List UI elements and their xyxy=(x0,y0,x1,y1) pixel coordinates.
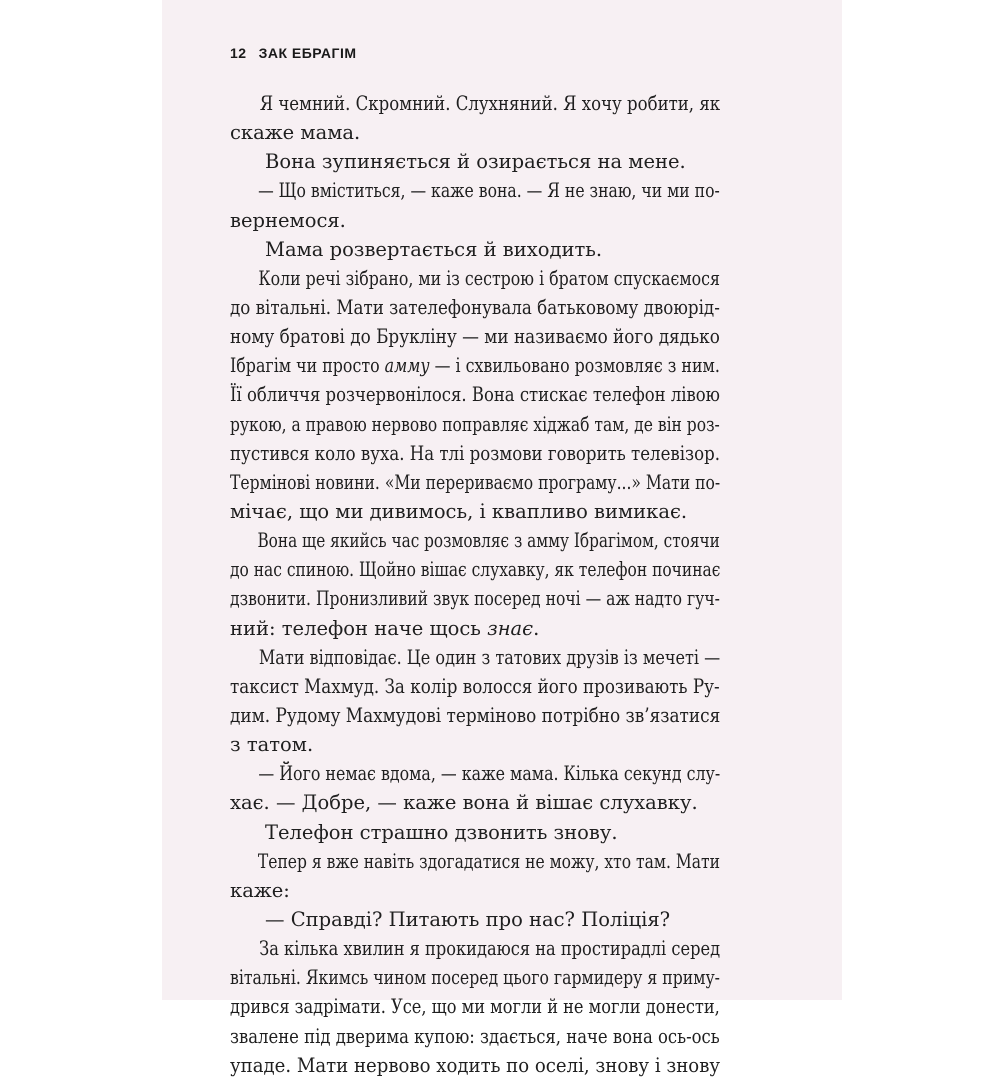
text-line: упаде. Мати нервово ходить по оселі, знову і знову xyxy=(230,1053,721,1077)
text-line: Мама розвертається й виходить. xyxy=(265,237,603,261)
text-line: Вона ще якийсь час розмовляє з амму Ібрагімом, стоячи xyxy=(257,529,720,553)
text-line: Коли речі зібрано, ми із сестрою і братом спускаємося xyxy=(258,266,720,290)
text-line: ному братові до Брукліну — ми називаємо його дядько xyxy=(230,325,720,349)
italic-word: амму xyxy=(384,354,430,378)
text-line: вернемося. xyxy=(230,208,346,232)
text-line: Мати відповідає. Це один з татових друзів із мечеті — xyxy=(258,645,721,669)
text-line: скаже мама. xyxy=(230,121,361,145)
text-line: — Що вміститься, — каже вона. — Я не знаю, чи ми по- xyxy=(258,179,720,203)
text-line: дзвонити. Пронизливий звук посеред ночі — аж надто гуч- xyxy=(230,587,720,611)
text-line: — Його немає вдома, — каже мама. Кілька секунд слу- xyxy=(258,762,721,786)
page-number: 12 xyxy=(230,45,247,61)
text-line: звалене під дверима купою: здається, наче вона ось-ось xyxy=(230,1024,720,1048)
text-line: Я чемний. Скромний. Слухняний. Я хочу робити, як xyxy=(259,92,721,115)
text-line: пустився коло вуха. На тлі розмови говорить телевізор. xyxy=(230,441,720,465)
text-line: ний: телефон наче щось знає. xyxy=(230,616,540,640)
text-line: дим. Рудому Махмудові терміново потрібно зв’язатися xyxy=(230,703,721,727)
book-page xyxy=(162,0,842,1077)
text-line: до нас спиною. Щойно вішає слухавку, як телефон починає xyxy=(230,558,721,582)
text-line: хає. — Добре, — каже вона й вішає слухавку. xyxy=(230,791,698,815)
text-line: Термінові новини. «Ми перериваємо програму...» Мати по- xyxy=(230,470,721,494)
text-line: до вітальні. Мати зателефонувала батьковому двоюрід- xyxy=(230,295,720,319)
text-line: Ібрагім чи просто амму — і схвильовано розмовляє з ним. xyxy=(230,354,720,378)
text-line: рукою, а правою нервово поправляє хіджаб там, де він роз- xyxy=(230,412,720,436)
text-line: дрився задрімати. Усе, що ми могли й не могли донести, xyxy=(230,995,720,1019)
text-line: вітальні. Якимсь чином посеред цього гармидеру я приму- xyxy=(230,966,720,990)
text-line: — Справді? Питають про нас? Поліція? xyxy=(265,907,671,931)
author-name: ЗАК ЕБРАГІМ xyxy=(258,45,357,61)
body-text xyxy=(230,89,720,1080)
text-line: з татом. xyxy=(230,733,314,757)
text-line: За кілька хвилин я прокидаюся на простирадлі серед xyxy=(259,937,721,961)
text-line: Телефон страшно дзвонить знову. xyxy=(265,820,618,844)
text-line: каже: xyxy=(230,878,290,902)
text-line: мічає, що ми дивимось, і квапливо вимикає. xyxy=(230,499,688,523)
text-line: Вона зупиняється й озирається на мене. xyxy=(265,150,686,174)
italic-word: знає xyxy=(487,616,534,640)
text-line: Її обличчя розчервонілося. Вона стискає телефон лівою xyxy=(230,383,721,407)
running-header xyxy=(230,45,357,61)
text-line: таксист Махмуд. За колір волосся його прозивають Ру- xyxy=(230,674,720,698)
text-line: Тепер я вже навіть здогадатися не можу, хто там. Мати xyxy=(257,849,720,873)
